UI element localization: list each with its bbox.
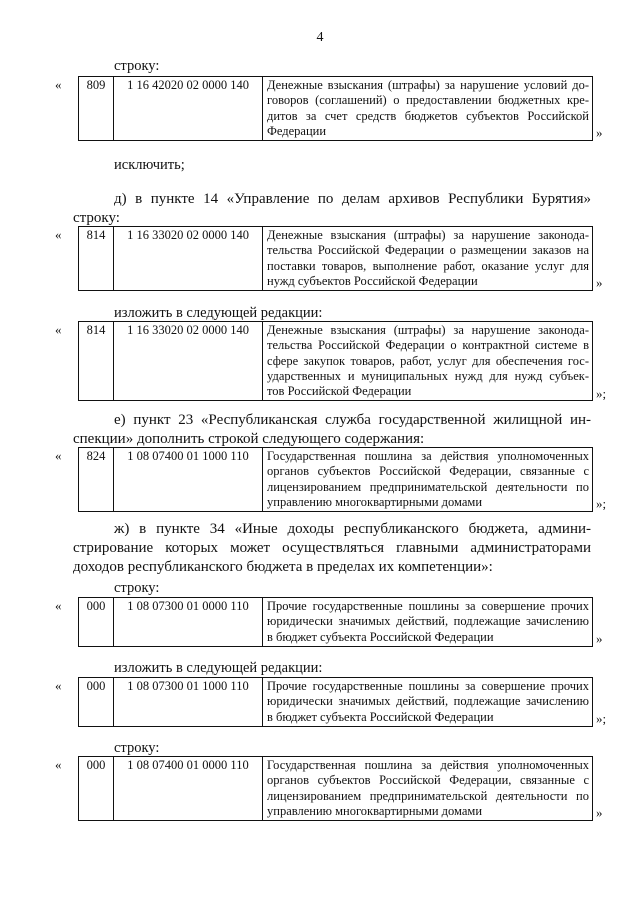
kbk-code-cell: 1 08 07400 01 1000 110: [114, 448, 263, 511]
paragraph-line: строку:: [73, 210, 120, 226]
table-row: [78, 447, 593, 512]
close-quote: »;: [596, 496, 607, 512]
description-line: Федерации: [267, 123, 327, 138]
paragraph-line: спекции» дополнить строкой следующего содержания:: [73, 431, 425, 447]
admin-code-cell: 000: [79, 598, 114, 646]
admin-code-cell: 000: [79, 757, 114, 820]
description-line: в бюджет субъекта Российской Федерации: [267, 709, 494, 724]
section-label: изложить в следующей редакции:: [114, 305, 323, 321]
description-cell: [263, 322, 592, 400]
paragraph-line: е) пункт 23 «Республиканская служба государственной жилищной ин-: [114, 412, 591, 428]
description-line: тельства Российской Федерации о контрактной системе в: [267, 338, 589, 353]
description-line: Денежные взыскания (штрафы) за нарушение законода-: [267, 323, 589, 337]
open-quote: «: [55, 678, 62, 693]
description-line: тов Российской Федерации: [267, 384, 412, 399]
close-quote: »: [596, 275, 603, 291]
admin-code-cell: 824: [79, 448, 114, 511]
open-quote: «: [55, 598, 62, 613]
kbk-code-cell: 1 16 42020 02 0000 140: [114, 77, 263, 140]
paragraph: [73, 520, 591, 577]
table-row: [78, 756, 593, 821]
close-quote: »: [596, 125, 603, 141]
description-line: сфере закупок товаров, работ, услуг для обеспечения гос-: [267, 353, 589, 368]
close-quote: »;: [596, 385, 607, 401]
open-quote: «: [55, 322, 62, 337]
kbk-code-cell: 1 16 33020 02 0000 140: [114, 227, 263, 290]
admin-code-cell: 814: [79, 227, 114, 290]
section-label: строку:: [114, 58, 160, 74]
description-line: управлению многоквартирными домами: [267, 803, 483, 818]
paragraph: [73, 190, 591, 228]
description-line: поставки товаров, выполнение работ, оказание услуг для: [267, 258, 589, 273]
close-quote: »;: [596, 710, 607, 726]
admin-code-cell: 809: [79, 77, 114, 140]
kbk-code-cell: 1 08 07300 01 0000 110: [114, 598, 263, 646]
description-line: тельства Российской Федерации о размещении заказов на: [267, 243, 589, 258]
paragraph-line: д) в пункте 14 «Управление по делам архивов Республики Бурятия»: [114, 191, 591, 207]
description-line: нужд субъектов Российской Федерации: [267, 273, 478, 288]
open-quote: «: [55, 757, 62, 772]
description-line: Государственная пошлина за действия уполномоченных: [267, 449, 589, 463]
open-quote: «: [55, 448, 62, 463]
description-line: говоров (соглашений) о предоставлении бюджетных кре-: [267, 93, 589, 108]
table-row: [78, 677, 593, 727]
table-row: [78, 226, 593, 291]
description-line: юридически значимых действий, подлежащие зачислению: [267, 614, 589, 629]
paragraph-line: ж) в пункте 34 «Иные доходы республиканского бюджета, админи-: [114, 521, 591, 537]
kbk-code-cell: 1 08 07300 01 1000 110: [114, 678, 263, 726]
close-quote: »: [596, 805, 603, 821]
open-quote: «: [55, 77, 62, 92]
description-line: органов субъектов Российской Федерации, связанные с: [267, 464, 589, 479]
admin-code-cell: 814: [79, 322, 114, 400]
description-line: Прочие государственные пошлины за совершение прочих: [267, 679, 589, 693]
page-number: 4: [316, 30, 324, 45]
kbk-code-cell: 1 16 33020 02 0000 140: [114, 322, 263, 400]
section-label: строку:: [114, 580, 160, 596]
paragraph-line: доходов республиканского бюджета в пределах их компетенции»:: [73, 559, 493, 575]
description-line: лицензированием предпринимательской деятельности по: [267, 788, 589, 803]
description-line: Государственная пошлина за действия уполномоченных: [267, 758, 589, 772]
table-row: [78, 76, 593, 141]
description-cell: [263, 448, 592, 511]
table-row: [78, 597, 593, 647]
description-line: дитов за счет средств бюджетов субъектов Российской: [267, 108, 589, 123]
description-cell: [263, 227, 592, 290]
description-cell: [263, 757, 592, 820]
description-line: ударственных и муниципальных нужд для нужд субъек-: [267, 368, 589, 383]
description-line: лицензированием предпринимательской деятельности по: [267, 479, 589, 494]
description-line: Денежные взыскания (штрафы) за нарушение условий до-: [267, 78, 589, 92]
description-cell: [263, 678, 592, 726]
description-line: Прочие государственные пошлины за совершение прочих: [267, 599, 589, 613]
paragraph: [73, 411, 591, 449]
description-cell: [263, 77, 592, 140]
description-line: управлению многоквартирными домами: [267, 494, 483, 509]
description-cell: [263, 598, 592, 646]
open-quote: «: [55, 227, 62, 242]
close-quote: »: [596, 630, 603, 646]
section-label: исключить;: [114, 157, 185, 173]
paragraph-line: стрирование которых может осуществляться главными администраторами: [73, 540, 591, 556]
section-label: строку:: [114, 740, 160, 756]
description-line: в бюджет субъекта Российской Федерации: [267, 629, 494, 644]
description-line: юридически значимых действий, подлежащие зачислению: [267, 694, 589, 709]
description-line: органов субъектов Российской Федерации, связанные с: [267, 773, 589, 788]
kbk-code-cell: 1 08 07400 01 0000 110: [114, 757, 263, 820]
admin-code-cell: 000: [79, 678, 114, 726]
section-label: изложить в следующей редакции:: [114, 660, 323, 676]
table-row: [78, 321, 593, 401]
description-line: Денежные взыскания (штрафы) за нарушение законода-: [267, 228, 589, 242]
